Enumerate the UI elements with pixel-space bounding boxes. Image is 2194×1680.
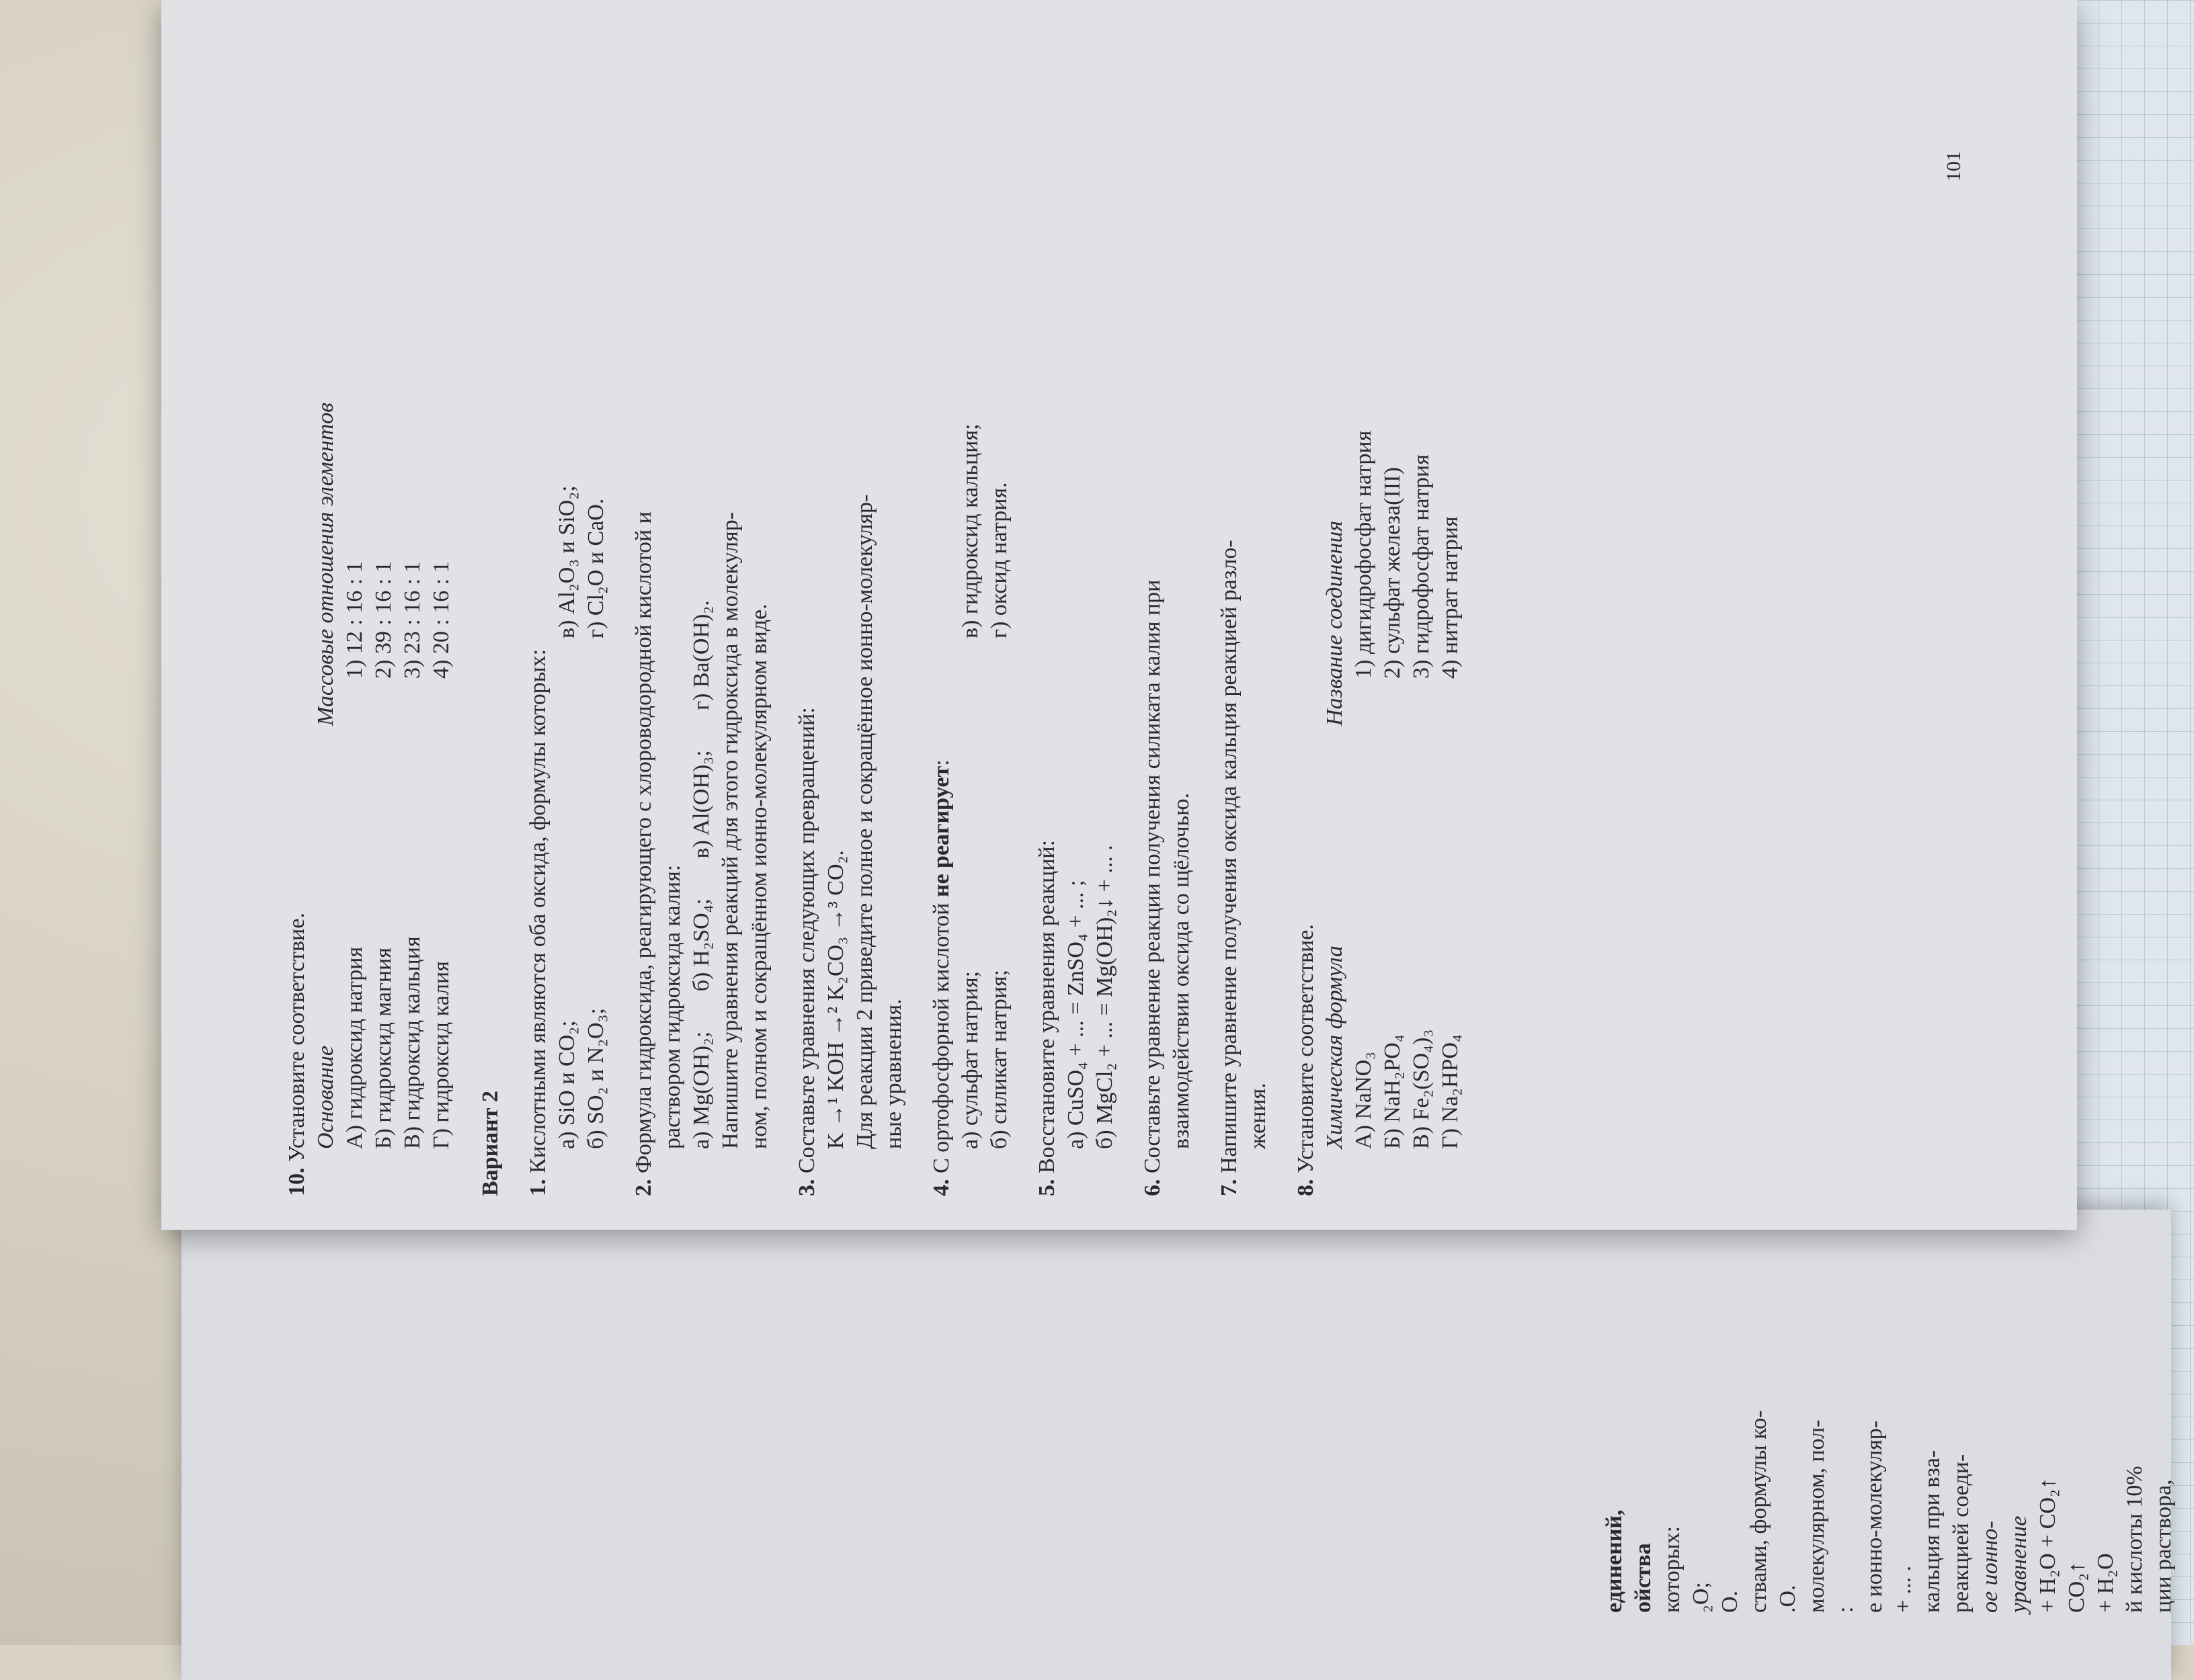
task-text: Формула гидроксида, реагирующего с хлороводородной кислотой и xyxy=(631,511,656,1173)
option-item: б) SO₂ и N₂O₃; xyxy=(583,1008,608,1149)
left-line: : xyxy=(1833,1606,1858,1613)
left-line: единений, xyxy=(1602,1509,1627,1613)
left-line: ции раствора, xyxy=(2151,1479,2176,1613)
option-item: б) силикат натрия; xyxy=(987,969,1012,1149)
task-7 xyxy=(1215,40,1272,1196)
variant-title: Вариант 2 xyxy=(478,1091,503,1196)
option-item: б) H₂SO₄; xyxy=(689,898,714,992)
task-text: ном, полном и сокращённом ионно-молекулярном виде. xyxy=(747,603,772,1149)
task-number: 6. xyxy=(1140,1179,1165,1196)
option-item: 2) 39 : 16 : 1 xyxy=(371,561,396,679)
option-item: В) гидроксид кальция xyxy=(400,936,425,1149)
option-item: 3) гидрофосфат натрия xyxy=(1409,454,1434,679)
task-text: : xyxy=(929,759,954,766)
left-line: уравнение xyxy=(2006,1515,2031,1613)
column-header: Химическая формула xyxy=(1322,946,1347,1149)
left-line: молекулярном, пол- xyxy=(1804,1419,1829,1613)
left-line: й кислоты 10% xyxy=(2122,1466,2147,1613)
task-number: 10. xyxy=(284,1167,309,1196)
left-line: е ионно-молекуляр- xyxy=(1862,1420,1887,1613)
task-text: Напишите уравнения реакций для этого гидроксида в молекуляр- xyxy=(718,511,743,1149)
option-item: в) гидроксид кальция; xyxy=(958,423,983,638)
option-item: Г) Na₂HPO₄ xyxy=(1438,1034,1463,1149)
left-line: .O. xyxy=(1775,1585,1800,1613)
column-header: Массовые отношения элементов xyxy=(313,403,338,726)
task-text: Напишите уравнение получения оксида кальция реакцией разло- xyxy=(1217,540,1242,1173)
left-line: ствами, формулы ко- xyxy=(1746,1410,1771,1613)
left-line: ойства xyxy=(1631,1543,1656,1613)
equation: б) MgCl₂ + ... = Mg(OH)₂↓ + ... . xyxy=(1092,845,1117,1149)
task-text: Составьте уравнения следующих превращений: xyxy=(795,707,819,1173)
column-header: Основание xyxy=(313,1046,338,1149)
left-line: O. xyxy=(1717,1590,1742,1613)
task-number: 1. xyxy=(526,1179,551,1196)
left-line: CO₂↑ xyxy=(2064,1561,2089,1613)
left-line: ое ионно- xyxy=(1978,1521,2002,1613)
task-text: Для реакции 2 приведите полное и сокращённое ионно-молекуляр- xyxy=(852,494,877,1149)
task-text: взаимодействии оксида со щёлочью. xyxy=(1169,792,1194,1149)
task-6 xyxy=(1138,40,1196,1196)
task-text: жения. xyxy=(1246,1083,1270,1149)
task-text: С ортофосфорной кислотой xyxy=(929,897,954,1173)
option-item: Г) гидроксид калия xyxy=(429,961,454,1149)
option-item: г) Cl₂O и CaO. xyxy=(583,498,608,638)
option-item: В) Fe₂(SO₄)₃ xyxy=(1409,1029,1434,1149)
task-3 xyxy=(793,40,908,1196)
left-line: которых: xyxy=(1660,1525,1684,1613)
task-text: ные уравнения. xyxy=(881,999,906,1149)
page-number: 101 xyxy=(1943,151,1965,181)
task-text: Установите соответствие. xyxy=(284,913,309,1162)
left-line: реакцией соеди- xyxy=(1949,1454,1974,1613)
option-item: в) Al₂O₃ и SiO₂; xyxy=(555,485,579,638)
column-header: Название соединения xyxy=(1322,520,1347,726)
task-text: Восстановите уравнения реакций: xyxy=(1034,839,1059,1173)
option-item: 1) 12 : 16 : 1 xyxy=(342,561,367,679)
option-item: в) Al(OH)₃; xyxy=(689,750,714,859)
option-item: 4) 20 : 16 : 1 xyxy=(429,561,454,679)
option-item: Б) NaH₂PO₄ xyxy=(1380,1034,1405,1149)
task-1 xyxy=(524,40,610,1196)
left-line: + ... . xyxy=(1891,1565,1916,1613)
left-line: кальция при вза- xyxy=(1920,1450,1945,1613)
option-item: г) оксид натрия. xyxy=(987,482,1012,638)
equation: а) CuSO₄ + ... = ZnSO₄ + ... ; xyxy=(1063,880,1088,1149)
option-item: 1) дигидрофосфат натрия xyxy=(1351,430,1376,679)
option-item: А) гидроксид натрия xyxy=(342,946,367,1149)
option-item: 3) 23 : 16 : 1 xyxy=(400,561,425,679)
option-item: а) Mg(OH)₂; xyxy=(689,1031,714,1149)
option-item: 2) сульфат железа(III) xyxy=(1380,467,1405,679)
task-number: 3. xyxy=(795,1179,819,1196)
option-item: а) сульфат натрия; xyxy=(958,970,983,1149)
left-line: + H₂O xyxy=(2093,1553,2118,1613)
task-text: Установите соответствие. xyxy=(1293,924,1318,1173)
option-item: а) SiO и CO₂; xyxy=(555,1020,579,1149)
page-text-rotated xyxy=(282,40,2097,1196)
task-8 xyxy=(1291,40,1465,1196)
reaction-chain: K →¹ KOH →² K₂CO₃ →³ CO₂. xyxy=(823,850,848,1149)
task-text: Кислотными являются оба оксида, формулы которых: xyxy=(526,648,551,1173)
task-number: 2. xyxy=(631,1179,656,1196)
task-number: 8. xyxy=(1293,1179,1318,1196)
task-10 xyxy=(282,40,456,1196)
task-4 xyxy=(927,40,1014,1196)
option-item: г) Ba(OH)₂. xyxy=(689,600,714,710)
task-text-bold: не реагирует xyxy=(929,765,954,898)
option-item: Б) гидроксид магния xyxy=(371,948,396,1149)
left-line: ₂O; xyxy=(1689,1582,1713,1613)
task-number: 7. xyxy=(1217,1179,1242,1196)
left-line: + H₂O + CO₂↑ xyxy=(2035,1478,2060,1613)
option-item: А) NaNO₃ xyxy=(1351,1052,1376,1149)
task-5 xyxy=(1032,40,1119,1196)
task-2 xyxy=(629,40,774,1196)
task-text: раствором гидроксида калия: xyxy=(660,864,685,1149)
task-number: 4. xyxy=(929,1179,954,1196)
task-number: 5. xyxy=(1034,1179,1059,1196)
option-item: 4) нитрат натрия xyxy=(1438,516,1463,679)
task-text: Составьте уравнение реакции получения силиката калия при xyxy=(1140,579,1165,1173)
